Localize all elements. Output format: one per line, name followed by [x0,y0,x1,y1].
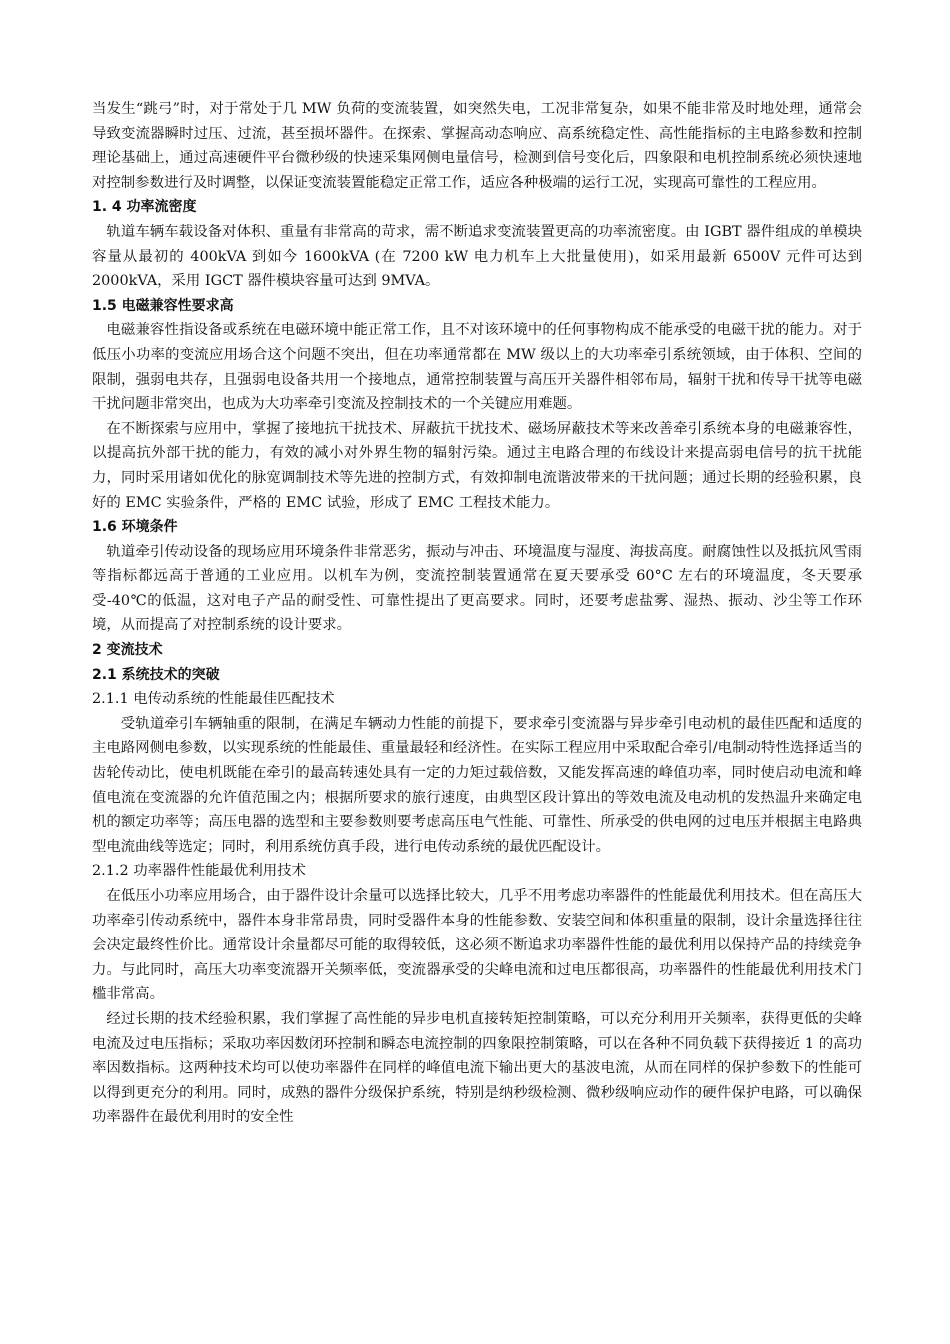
section-heading: 1. 4 功率流密度 [92,199,197,216]
paragraph: 当发生“跳弓”时，对于常处于几 MW 负荷的变流装置，如突然失电，工况非常复杂，如果不能非常及时地处理，通常会导致变流器瞬时过压、过流，甚至损坏器件。在探索、掌握高动态响应、高系统稳定性、高性能指标的主电路参数和控制理论基础上，通过高速硬件平台微秒级的快速采集网侧电量信号，检测到信号变化后，四象限和电机控制系统必须快速地对控制参数进行及时调整，以保证变流装置能稳定正常工作，适应各种极端的运行工况，实现高可靠性的工程应用。 [92,101,862,191]
section-heading: 1.5 电磁兼容性要求高 [92,297,234,314]
paragraph: 经过长期的技术经验积累，我们掌握了高性能的异步电机直接转矩控制策略，可以充分利用开关频率，获得更低的尖峰电流及过电压指标；采取功率因数闭环控制和瞬态电流控制的四象限控制策略，可以在各种不同负载下获得接近 1 的高功率因数指标。这两种技术均可以使功率器件在同样的峰值电流下输出更大的基波电流，从而在同样的保护参数下的性能可以得到更充分的利用。同时，成熟的器件分级保护系统，特别是纳秒级检测、微秒级响应动作的硬件保护电路，可以确保功率器件在最优利用时的安全性 [92,1010,862,1126]
section-heading: 2 变流技术 [92,642,163,659]
paragraph: 轨道牵引传动设备的现场应用环境条件非常恶劣，振动与冲击、环境温度与湿度、海拔高度。耐腐蚀性以及抵抗风雪雨等指标都远高于普通的工业应用。以机车为例，变流控制装置通常在夏天要承受 60°C 左右的环境温度，冬天要承受-40℃的低温，这对电子产品的耐受性、可靠性提出了更高要求。同时，还要考虑盐雾、湿热、振动、沙尘等工作环境，从而提高了对控制系统的设计要求。 [92,543,862,634]
paragraph: 轨道车辆车载设备对体积、重量有非常高的苛求，需不断追求变流装置更高的功率流密度。由 IGBT 器件组成的单模块容量从最初的 400kVA 到如今 1600kVA (在 7200 kW 电力机车上大批量使用)，如采用最新 6500V 元件可达到 2000kVA，采用 IGCT 器件模块容量可达到 9MVA。 [92,223,862,290]
subsubsection-heading: 2.1.1 电传动系统的性能最佳匹配技术 [92,691,335,708]
document-page [92,97,862,1130]
paragraph: 受轨道牵引车辆轴重的限制，在满足车辆动力性能的前提下，要求牵引变流器与异步牵引电动机的最佳匹配和适度的主电路网侧电参数，以实现系统的性能最佳、重量最轻和经济性。在实际工程应用中采取配合牵引/电制动特性选择适当的齿轮传动比，使电机既能在牵引的最高转速处具有一定的力矩过载倍数，又能发挥高速的峰值功率，同时使启动电流和峰值电流在变流器的允许值范围之内；根据所要求的旅行速度，由典型区段计算出的等效电流及电动机的发热温升来确定电机的额定功率等；高压电器的选型和主要参数则要考虑高压电气性能、可靠性、所承受的供电网的过电压并根据主电路典型电流曲线等选定；同时，利用系统仿真手段，进行电传动系统的最优匹配设计。 [92,715,862,855]
section-heading: 1.6 环境条件 [92,519,178,536]
paragraph: 电磁兼容性指设备或系统在电磁环境中能正常工作，且不对该环境中的任何事物构成不能承受的电磁干扰的能力。对于低压小功率的变流应用场合这个问题不突出，但在功率通常都在 MW 级以上的大功率牵引系统领域，由于体积、空间的限制，强弱电共存，且强弱电设备共用一个接地点，通常控制装置与高压开关器件相邻布局，辐射干扰和传导干扰等电磁干扰问题非常突出，也成为大功率牵引变流及控制技术的一个关键应用难题。 [92,322,862,413]
subsubsection-heading: 2.1.2 功率器件性能最优利用技术 [92,863,306,880]
paragraph: 在不断探索与应用中，掌握了接地抗干扰技术、屏蔽抗干扰技术、磁场屏蔽技术等来改善牵引系统本身的电磁兼容性，以提高抗外部干扰的能力，有效的减小对外界生物的辐射污染。通过主电路合理的布线设计来提高弱电信号的抗干扰能力，同时采用诸如优化的脉宽调制技术等先进的控制方式，有效抑制电流谐波带来的干扰问题；通过长期的经验积累，良好的 EMC 实验条件，严格的 EMC 试验，形成了 EMC 工程技术能力。 [92,420,862,511]
subsection-heading: 2.1 系统技术的突破 [92,666,220,683]
paragraph: 在低压小功率应用场合，由于器件设计余量可以选择比较大，几乎不用考虑功率器件的性能最优利用技术。但在高压大功率牵引传动系统中，器件本身非常昂贵，同时受器件本身的性能参数、安装空间和体积重量的限制，设计余量选择往往会决定最终性价比。通常设计余量都尽可能的取得较低，这必须不断追求功率器件性能的最优利用以保持产品的持续竞争力。与此同时，高压大功率变流器开关频率低，变流器承受的尖峰电流和过电压都很高，功率器件的性能最优利用技术门槛非常高。 [92,888,862,1003]
